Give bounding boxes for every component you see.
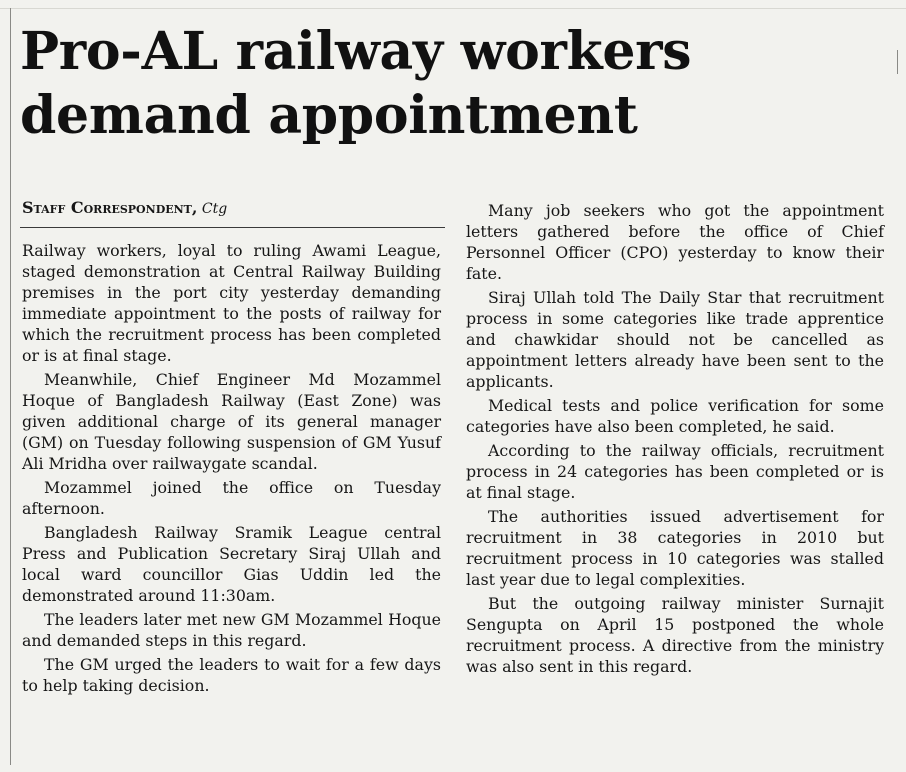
headline: Pro-AL railway workers demand appointment	[20, 21, 692, 146]
paragraph: Railway workers, loyal to ruling Awami League, staged demonstration at Central Railway Building premises in the port city yesterday demanding immediate appointment to the posts of railway for which the recruitment process has been completed or is at final stage.	[22, 241, 441, 365]
paragraph: But the outgoing railway minister Surnajit Sengupta on April 15 postponed the whole recruitment process. A directive from the ministry was also sent in this regard.	[466, 594, 884, 676]
paragraph: The GM urged the leaders to wait for a few days to help taking decision.	[22, 655, 441, 695]
paragraph: Siraj Ullah told The Daily Star that recruitment process in some categories like trade apprentice and chawkidar should not be cancelled as appointment letters already have been sent to the applicants.	[466, 288, 884, 391]
column-rule-right	[897, 50, 898, 74]
paragraph: The leaders later met new GM Mozammel Hoque and demanded steps in this regard.	[22, 610, 441, 650]
paragraph: According to the railway officials, recruitment process in 24 categories has been completed or is at final stage.	[466, 441, 884, 502]
paragraph: Meanwhile, Chief Engineer Md Mozammel Hoque of Bangladesh Railway (East Zone) was given additional charge of its general manager (GM) on Tuesday following suspension of GM Yusuf Ali Mridha over railwaygate scandal.	[22, 370, 441, 473]
byline-divider	[20, 227, 445, 228]
paragraph: The authorities issued advertisement for recruitment in 38 categories in 2010 but recruitment process in 10 categories was stalled last year due to legal complexities.	[466, 507, 884, 589]
paragraph: Bangladesh Railway Sramik League central Press and Publication Secretary Siraj Ullah and local ward councillor Gias Uddin led the demonstrated around 11:30am.	[22, 523, 441, 605]
paragraph: Mozammel joined the office on Tuesday afternoon.	[22, 478, 441, 518]
byline	[22, 199, 442, 218]
byline-location: Ctg	[201, 201, 228, 217]
column-rule-left	[10, 8, 11, 765]
clipping-top-edge	[0, 0, 906, 9]
article-column-right	[466, 200, 884, 680]
article-column-left	[22, 240, 441, 699]
byline-staff: Staff Correspondent,	[22, 198, 198, 217]
paragraph: Medical tests and police verification for some categories have also been completed, he said.	[466, 396, 884, 436]
paragraph: Many job seekers who got the appointment letters gathered before the office of Chief Personnel Officer (CPO) yesterday to know their fate.	[466, 201, 884, 283]
